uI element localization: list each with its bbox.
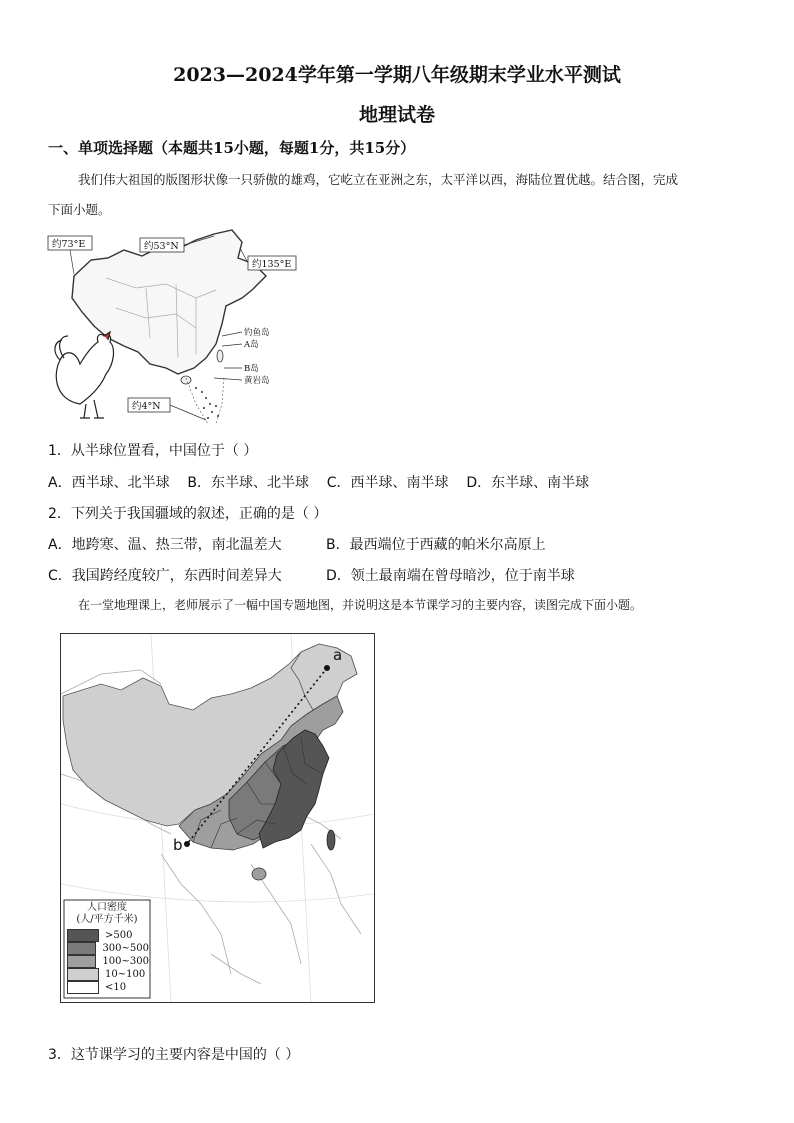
point-b-marker	[184, 841, 190, 847]
question-3-stem: 3．这节课学习的主要内容是中国的（ ）	[48, 1047, 300, 1063]
legend-label: 100~300	[102, 956, 149, 967]
population-density-map	[60, 633, 375, 1003]
legend-swatch	[67, 981, 99, 994]
point-a-marker	[324, 665, 330, 671]
question-2-option-a: A．地跨寒、温、热三带，南北温差大	[48, 537, 282, 553]
label-south-latitude: 约4°N	[132, 401, 161, 412]
legend-item	[65, 955, 149, 968]
point-b-label: b	[173, 836, 183, 854]
legend-swatch	[67, 929, 99, 942]
legend-title-line1: 人口密度	[87, 902, 127, 913]
section-heading: 一、单项选择题（本题共15小题，每题1分，共15分）	[48, 139, 416, 157]
question-2-option-c: C．我国跨经度较广，东西时间差异大	[48, 568, 282, 584]
label-huangyan-island: 黄岩岛	[244, 376, 270, 386]
legend-swatch	[67, 968, 99, 981]
legend-item	[65, 968, 149, 981]
legend-label: <10	[105, 982, 127, 993]
legend-label: >500	[105, 930, 133, 941]
legend-item	[65, 981, 149, 994]
label-diaoyu-island: 钓鱼岛	[244, 328, 270, 338]
question-1-options: A．西半球、北半球 B．东半球、北半球 C．西半球、南半球 D．东半球、南半球	[48, 475, 590, 491]
legend-swatch	[67, 942, 96, 955]
exam-title: 2023—2024学年第一学期八年级期末学业水平测试	[173, 64, 621, 86]
label-b-island: B岛	[244, 364, 259, 374]
legend-label: 10~100	[105, 969, 146, 980]
label-east-longitude: 约135°E	[252, 259, 292, 270]
legend-title-line2: (人/平方千米)	[76, 914, 138, 925]
question-2-option-b: B．最西端位于西藏的帕米尔高原上	[326, 537, 546, 553]
exam-subtitle: 地理试卷	[358, 104, 435, 126]
intro-paragraph-2: 在一堂地理课上，老师展示了一幅中国专题地图，并说明这是本节课学习的主要内容，读图完成下面小题。	[78, 598, 643, 612]
rooster-icon	[55, 332, 114, 418]
label-north-latitude: 约53°N	[144, 241, 179, 252]
legend-label: 300~500	[102, 943, 149, 954]
intro-paragraph-line2: 下面小题。	[48, 202, 111, 217]
legend-item	[65, 942, 149, 955]
question-2-stem: 2．下列关于我国疆域的叙述，正确的是（ ）	[48, 506, 328, 522]
question-2-option-d: D．领土最南端在曾母暗沙，位于南半球	[326, 568, 575, 584]
label-a-island: A岛	[244, 340, 259, 350]
point-a-label: a	[333, 646, 343, 664]
question-1-stem: 1．从半球位置看，中国位于（ ）	[48, 443, 258, 459]
china-rooster-map	[46, 228, 306, 428]
legend-swatch	[67, 955, 96, 968]
legend-item	[65, 929, 149, 942]
intro-paragraph-line1: 我们伟大祖国的版图形状像一只骄傲的雄鸡，它屹立在亚洲之东，太平洋以西，海陆位置优越。结合图，完成	[78, 172, 679, 187]
map-legend	[65, 902, 149, 994]
label-west-longitude: 约73°E	[52, 239, 86, 250]
